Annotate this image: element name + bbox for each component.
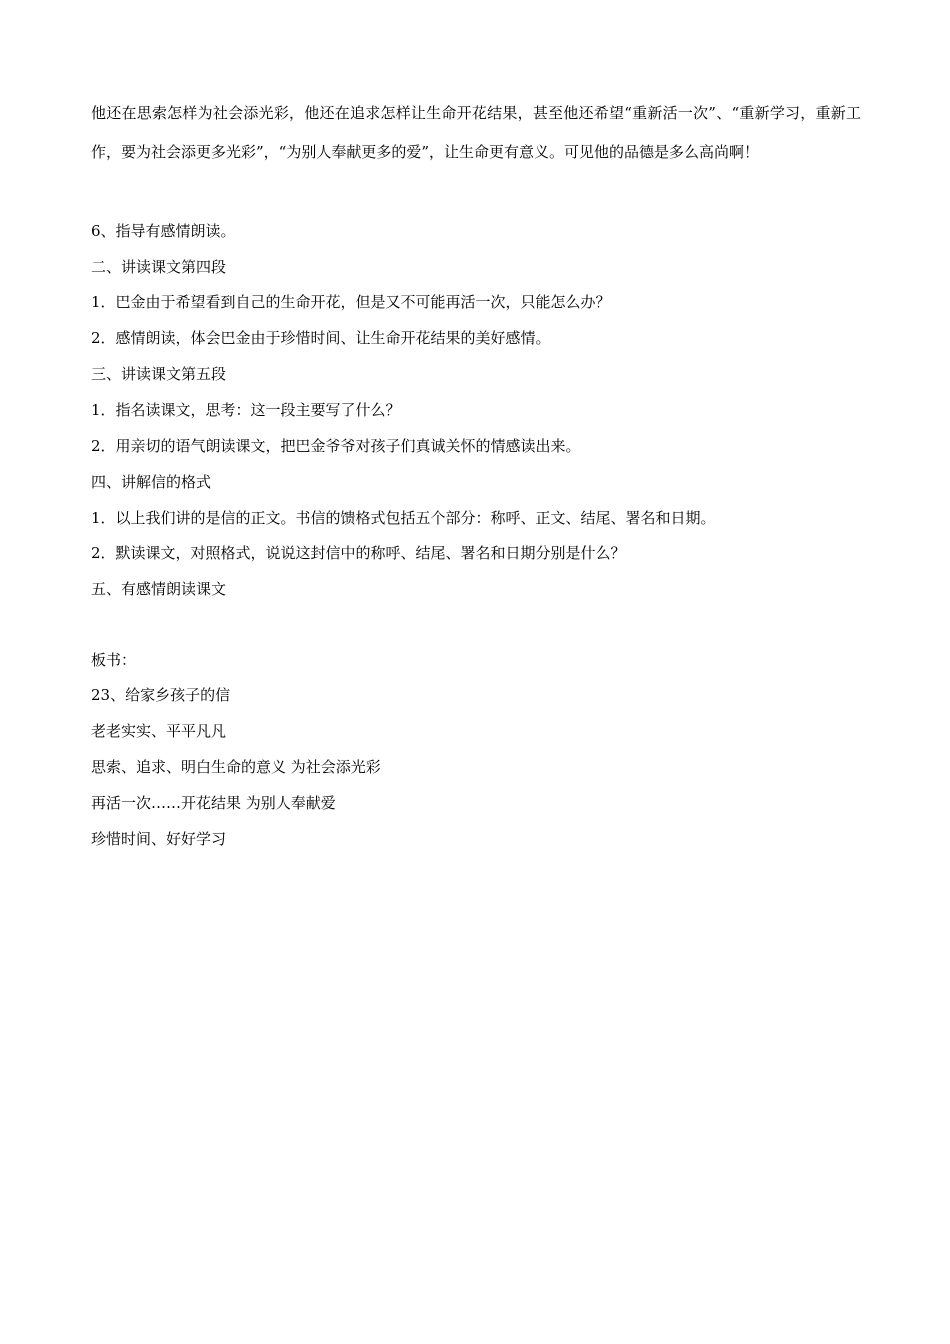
guide-reading-line: 6、指导有感情朗读。: [91, 222, 236, 240]
section-4-item-1: 1．巴金由于希望看到自己的生命开花，但是又不可能再活一次，只能怎么办？: [91, 293, 611, 311]
section-heading-5: 三、讲读课文第五段: [91, 365, 227, 383]
section-5-item-2: 2．用亲切的语气朗读课文，把巴金爷爷对孩子们真诚关怀的情感读出来。: [91, 437, 581, 455]
opening-paragraph: 他还在思索怎样为社会添光彩，他还在追求怎样让生命开花结果，甚至他还希望“重新活一次”、“重新学习，重新工作，要为社会添更多光彩”，“为别人奉献更多的爱”，让生命更有意义。可见他的品德是多么高尚啊！: [91, 104, 861, 161]
letter-format-item-1: 1．以上我们讲的是信的正文。书信的馈格式包括五个部分：称呼、正文、结尾、署名和日期。: [91, 509, 716, 527]
board-line-1: 老老实实、平平凡凡: [91, 722, 227, 740]
board-line-2: 思索、追求、明白生命的意义 为社会添光彩: [91, 758, 381, 776]
letter-format-item-2: 2．默读课文，对照格式，说说这封信中的称呼、结尾、署名和日期分别是什么？: [91, 544, 626, 562]
section-5-item-1: 1．指名读课文，思考：这一段主要写了什么？: [91, 401, 401, 419]
board-line-3: 再活一次……开花结果 为别人奉献爱: [91, 794, 336, 812]
section-heading-4: 二、讲读课文第四段: [91, 258, 227, 276]
board-line-4: 珍惜时间、好好学习: [91, 830, 227, 848]
section-heading-letter-format: 四、讲解信的格式: [91, 473, 212, 491]
section-4-item-2: 2．感情朗读，体会巴金由于珍惜时间、让生命开花结果的美好感情。: [91, 329, 551, 347]
board-title: 23、给家乡孩子的信: [91, 686, 231, 704]
section-heading-read-aloud: 五、有感情朗读课文: [91, 580, 227, 598]
board-heading: 板书：: [91, 651, 137, 669]
